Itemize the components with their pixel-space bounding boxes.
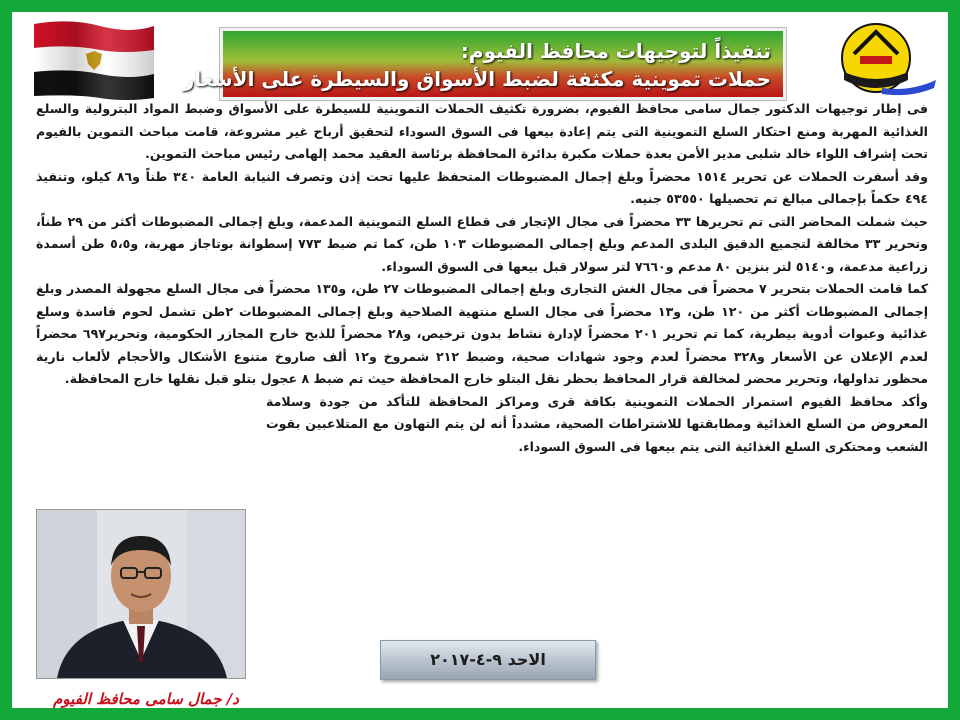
article-paragraph-1: فى إطار توجيهات الدكتور جمال سامى محافظ الفيوم، بضرورة تكثيف الحملات التموينية للسيطرة على الأسواق وضبط المواد البترولية والسلع الغذائية المهربة ومنع احتكار السلع التموينية التى يتم إعادة بيعها فى السوق السوداء لتحقيق أرباح غير مشروعة، قامت مباحث التموين بالفيوم تحت إشراف اللواء خالد شلبى مدير الأمن بعدة حملات مكبرة بدائرة المحافظة برئاسة العقيد محمد إلهامى رئيس مباحث التموين. <box>36 101 928 161</box>
governor-photo <box>36 509 246 679</box>
article-body <box>36 98 928 458</box>
page-frame <box>12 12 948 708</box>
headline-line-2: حملات تموينية مكثفة لضبط الأسواق والسيطرة على الأسعار <box>182 67 771 91</box>
article-paragraph-2: وقد أسفرت الحملات عن تحرير ١٥١٤ محضراً وبلغ إجمال المضبوطات المتحفظ عليها تحت إذن وتصرف النيابة العامة ٣٤٠ طناً و٨٦ كيلو، وتنفيذ ٤٩٤ حكماً بإجمالى مبالغ تم تحصيلها ٥٣٥٥٠ جنيه. <box>36 168 928 206</box>
fayoum-governorate-logo <box>830 18 940 102</box>
headline-line-1: تنفيذاً لتوجيهات محافظ الفيوم: <box>460 39 771 63</box>
article-paragraph-4: كما قامت الحملات بتحرير ٧ محضراً فى مجال الغش التجارى وبلغ إجمالى المضبوطات ٢٧ طن، و١٣٥ محضراً فى مجال السلع مجهولة المصدر وبلغ إجمالى المضبوطات أكثر من ١٢٠ طن، و١٣ محضراً فى مجال السلع منتهية الصلاحية وبلغ إجمالى المضبوطات ٢طن تشمل لحوم فاسدة وسلع غذائية وعبوات أدوية بيطرية، كما تم تحرير ٢٠١ محضراً لإدارة نشاط بدون ترخيص، و٢٨ محضراً للذبح خارج المجازر الحكومية، وتحرير٦٩٧ محضراً لعدم الإعلان عن الأسعار و٣٢٨ محضراً لعدم وجود شهادات صحية، وضبط ٢١٢ شمروخ و١٢ ألف صاروخ متنوع الأشكال والأحجام لألعاب نارية محظور تداولها، وتحرير محضر لمخالفة قرار المحافظ بحظر نقل البتلو خارج المحافظة حيث تم ضبط ٨ عجول بتلو قبل نقلها خارج المحافظة. <box>36 281 929 386</box>
egypt-flag-icon <box>30 18 158 106</box>
date-badge: الاحد ٩-٤-٢٠١٧ <box>380 640 596 680</box>
article-paragraph-5: وأكد محافظ الفيوم استمرار الحملات التموينية بكافة قرى ومراكز المحافظة للتأكد من جودة وسلامة المعروض من السلع الغذائية ومطابقتها للاشتراطات الصحية، مشدداً أنه لن يتم التهاون مع المتلاعبين بقوت الشعب ومحتكرى السلع الغذائية التى يتم بيعها فى السوق السوداء. <box>266 393 928 454</box>
headline-banner <box>182 28 786 100</box>
photo-caption: د/ جمال سامى محافظ الفيوم <box>53 690 239 708</box>
article-paragraph-3: حيث شملت المحاضر التى تم تحريرها ٣٣ محضراً فى مجال الإتجار فى قطاع السلع التموينية المدعمة، وبلغ إجمالى المضبوطات أكثر من ٢٩ طناً، وتحرير ٣٣ مخالفة لتجميع الدقيق البلدى المدعم وبلغ إجمالى المضبوطات ١٠٣ طن، كما تم ضبط ٧٧٣ إسطوانة بوتاجاز مهربة، و٥،٥ طن أسمدة زراعية مدعمة، و٥١٤٠ لتر بنزين ٨٠ مدعم و٧٦٦٠ لتر سولار قبل بيعها فى السوق السوداء. <box>36 213 928 274</box>
